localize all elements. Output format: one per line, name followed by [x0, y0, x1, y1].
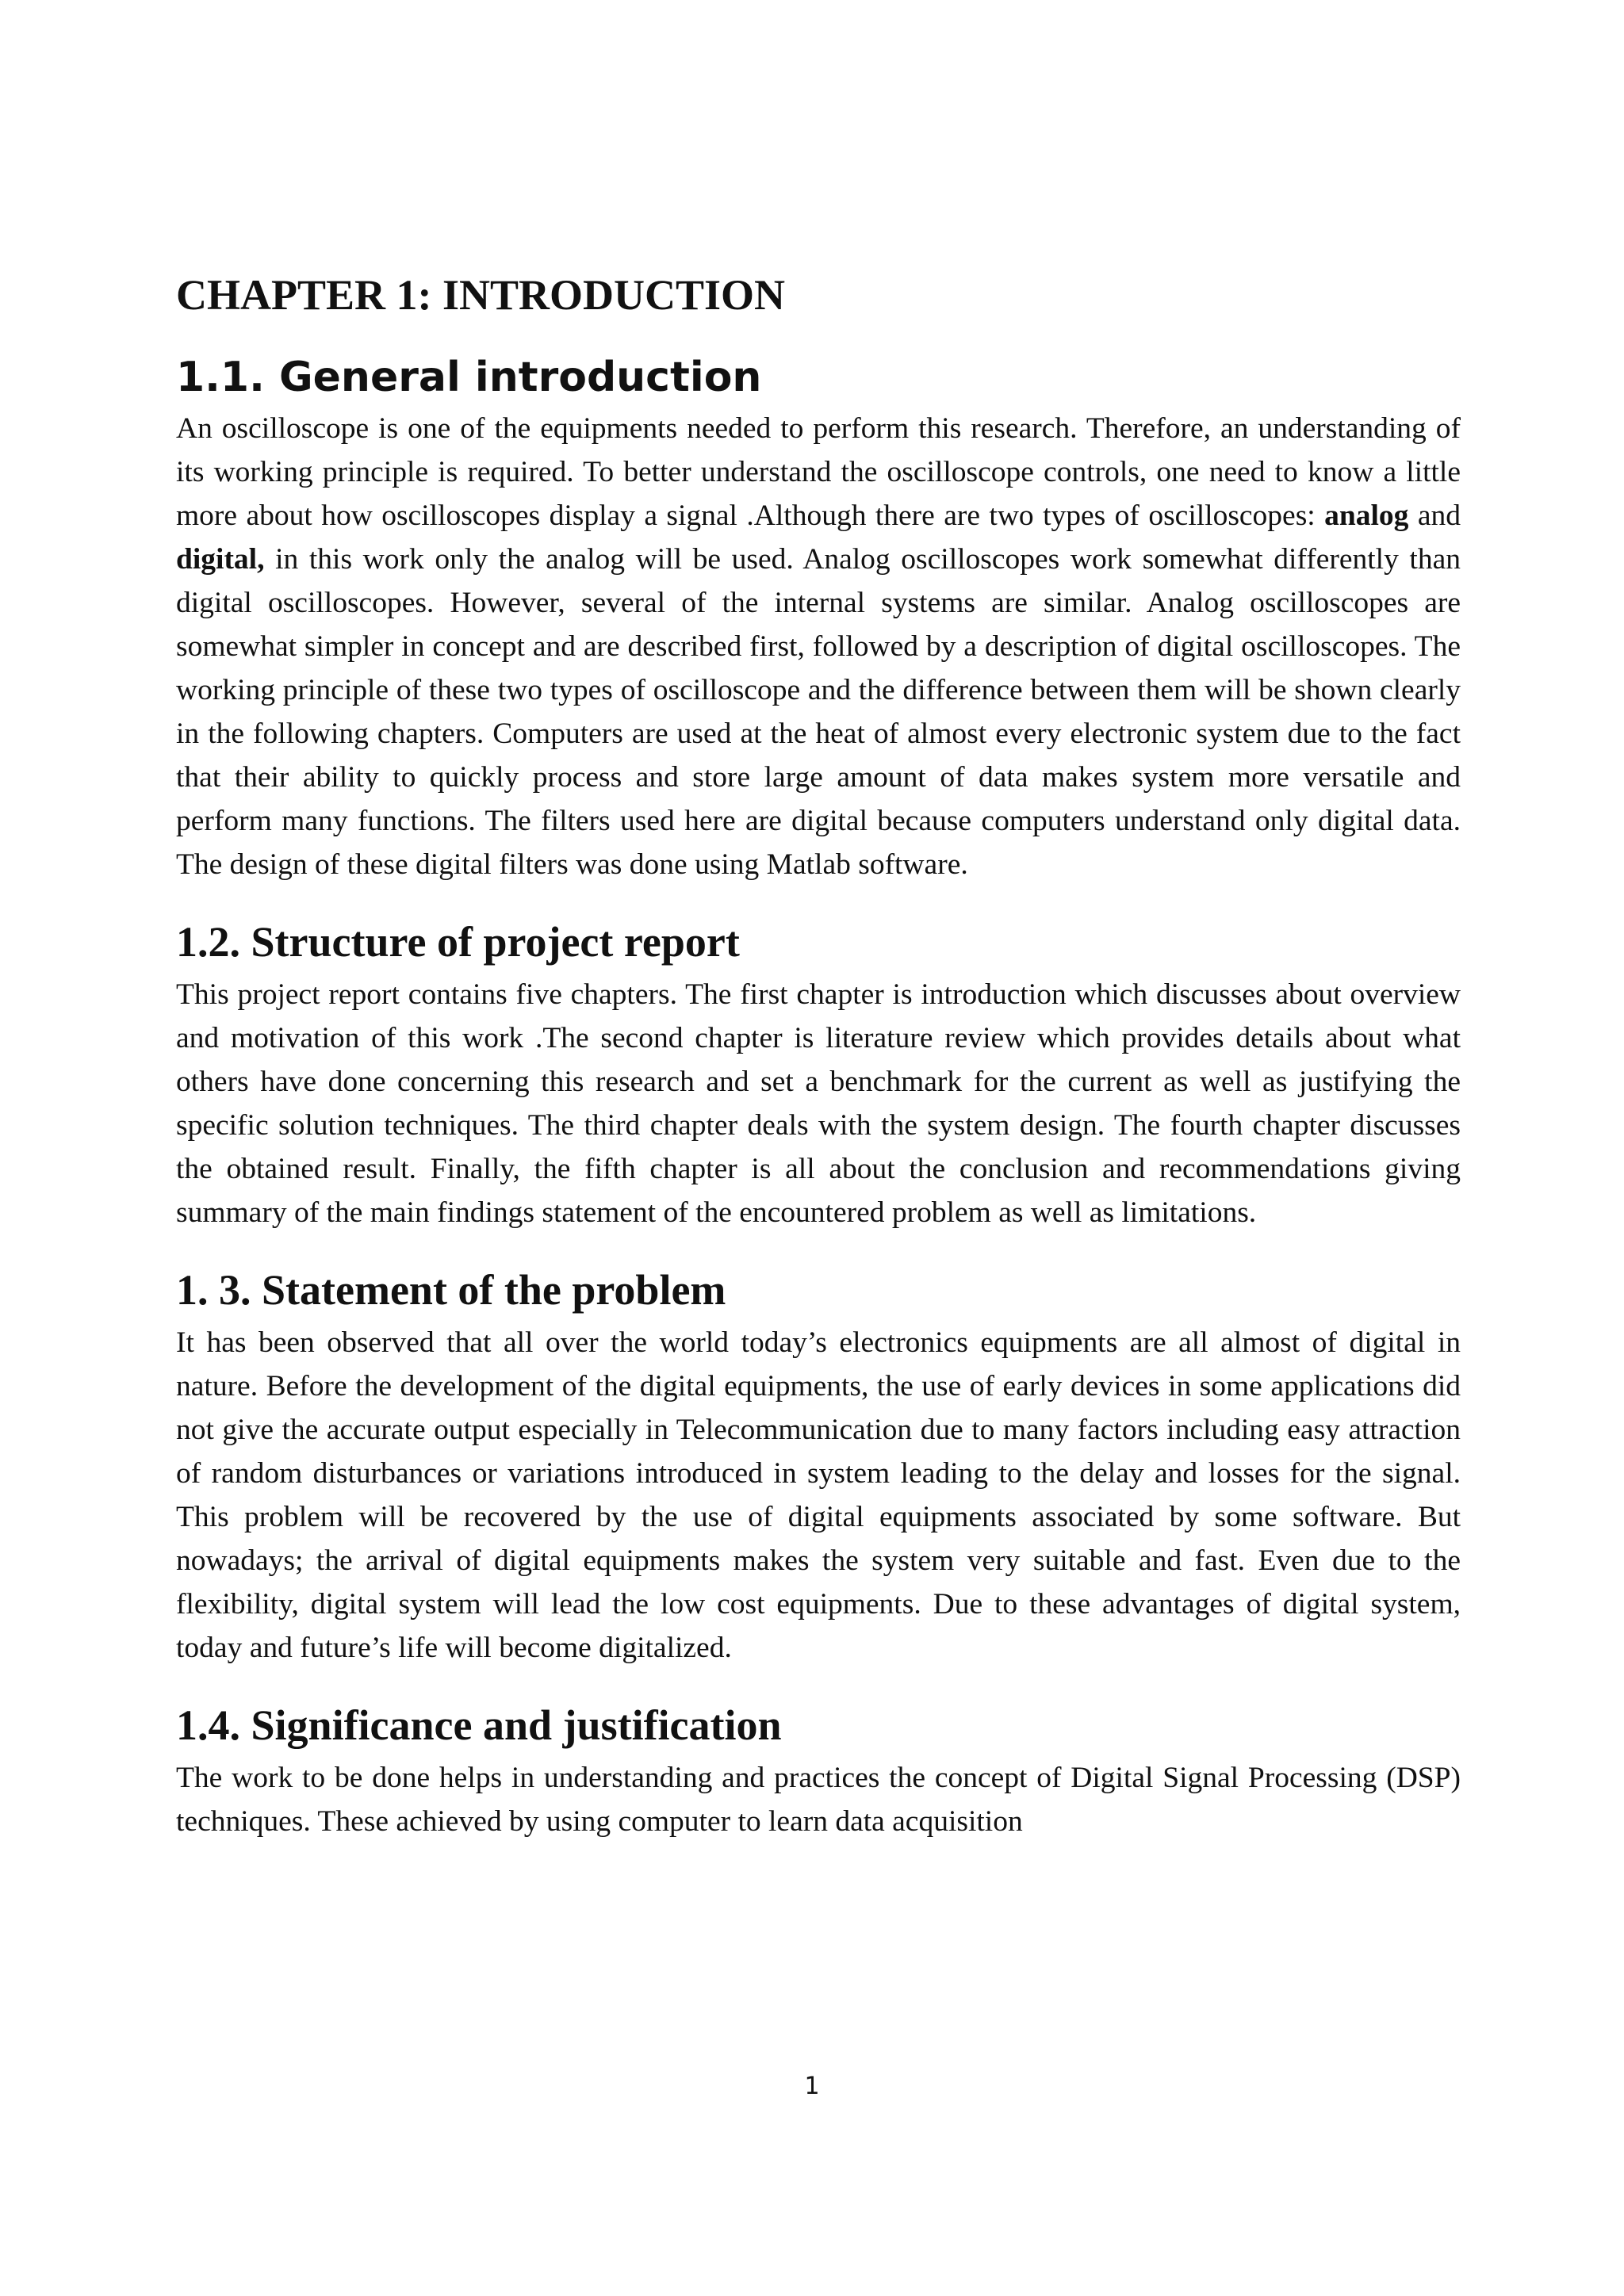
text-run: in this work only the analog will be used. Analog oscilloscopes work somewhat differently than digital oscilloscopes. However, several of the internal systems are similar. Analog oscilloscopes are somewhat simpler in concept and are described first, followed by a description of digital oscilloscopes. The working principle of these two types of oscilloscope and the difference between them will be shown clearly in the following chapters. Computers are used at the heat of almost every electronic system due to the fact that their ability to quickly process and store large amount of data makes system more versatile and perform many functions. The filters used here are digital because computers understand only digital data. The design of these digital filters was done using Matlab software.: [176, 543, 1461, 882]
section-heading-general-introduction: 1.1. General introduction: [176, 353, 762, 401]
paragraph-structure: This project report contains five chapters. The first chapter is introduction which discusses about overview and motivation of this work .The second chapter is literature review which provides details about what others have done concerning this research and set a benchmark for the current as well as justifying the specific solution techniques. The third chapter deals with the system design. The fourth chapter discusses the obtained result. Finally, the fifth chapter is all about the conclusion and recommendations giving summary of the main findings statement of the encountered problem as well as limitations.: [176, 978, 1461, 1229]
bold-term-digital: digital,: [176, 543, 265, 576]
paragraph-significance: The work to be done helps in understanding and practices the concept of Digital Signal Processing (DSP) techniques. These achieved by using computer to learn data acquisition: [176, 1761, 1461, 1838]
section-heading-problem-statement: 1. 3. Statement of the problem: [176, 1265, 726, 1314]
document-page: [176, 270, 1461, 1873]
paragraph-general-introduction: [176, 407, 1461, 886]
bold-term-analog: analog: [1324, 499, 1409, 533]
chapter-title: CHAPTER 1: INTRODUCTION: [176, 271, 786, 319]
text-run: and: [1408, 499, 1461, 533]
page-number: 1: [804, 2072, 820, 2100]
section-heading-structure: 1.2. Structure of project report: [176, 918, 740, 966]
section-heading-significance: 1.4. Significance and justification: [176, 1701, 782, 1749]
paragraph-problem-statement: It has been observed that all over the world today’s electronics equipments are all almost of digital in nature. Before the development of the digital equipments, the use of early devices in some applications did not give the accurate output especially in Telecommunication due to many factors including easy attraction of random disturbances or variations introduced in system leading to the delay and losses for the signal. This problem will be recovered by the use of digital equipments associated by some software. But nowadays; the arrival of digital equipments makes the system very suitable and fast. Even due to the flexibility, digital system will lead the low cost equipments. Due to these advantages of digital system, today and future’s life will become digitalized.: [176, 1326, 1461, 1664]
text-run: An oscilloscope is one of the equipments needed to perform this research. Therefore, an understanding of its working principle is required. To better understand the oscilloscope controls, one need to know a little more about how oscilloscopes display a signal .Although there are two types of oscilloscopes:: [176, 412, 1461, 533]
